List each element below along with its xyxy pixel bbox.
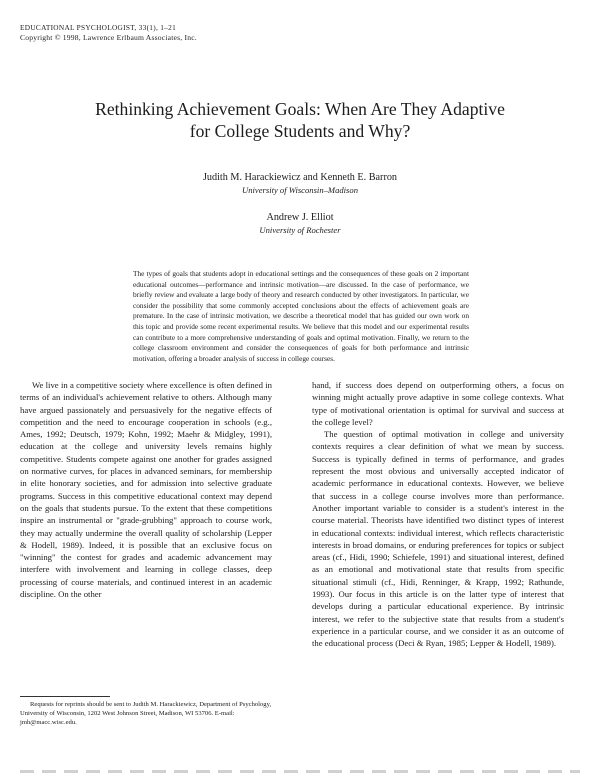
body-paragraph: hand, if success does depend on outperforming others, a focus on winning might actually prove adaptive in some college contexts. What type of motivational orientation is optimal for survival and success at the college level?: [312, 380, 564, 427]
author-affiliation: University of Rochester: [259, 225, 341, 235]
author-block-2: [0, 211, 600, 237]
scan-edge-artifact: [20, 770, 580, 773]
author-affiliation: University of Wisconsin–Madison: [241, 185, 358, 195]
author-names: Andrew J. Elliot: [266, 212, 334, 223]
author-block-1: [0, 171, 600, 197]
running-header: [20, 23, 197, 42]
title-line-1: Rethinking Achievement Goals: When Are They Adaptive: [95, 99, 505, 119]
body-paragraph: We live in a competitive society where excellence is often defined in terms of an individual's achievement relative to others. Although many have argued passionately and persuasively for the negative effects of competition and the need to encourage cooperation in schools (e.g., Ames, 1992; Deutsch, 1979; Kohn, 1992; Maehr & Midgley, 1991), education at the college and university levels remains highly competitive. Students compete against one another for grades assigned on normative curves, for places in advanced seminars, for membership in elite honorary societies, and for admission into selective graduate programs. Success in this competitive educational context may depend on the goals that students pursue. To the extent that these competitions inspire an instrumental or "grade-grubbing" approach to course work, they may actually undermine the overall quality of scholarship (Lepper & Hodell, 1989). Indeed, it is possible that an exclusive focus on "winning" the contest for grades and academic advancement may interfere with involvement and learning in college classes, deep processing of course materials, and continued interest in an academic discipline. On the other: [20, 380, 272, 600]
body-column-left: [20, 379, 272, 691]
copyright-line: Copyright © 1998, Lawrence Erlbaum Associates, Inc.: [20, 32, 197, 42]
article-title: [0, 98, 600, 142]
footnote: Requests for reprints should be sent to Judith M. Harackiewicz, Department of Psychology, University of Wisconsin, 1202 West Johnson Street, Madison, WI 53706. E-mail: jmh@macc.wisc.edu.: [20, 701, 272, 727]
title-line-2: for College Students and Why?: [189, 121, 411, 141]
abstract: The types of goals that students adopt in educational settings and the consequences of these goals on 2 important educational outcomes—performance and intrinsic motivation—are discussed. In the case of performance, we briefly review and evaluate a large body of theory and research conducted by other investigators. In particular, we consider the possibility that some commonly accepted conclusions about the effects of achievement goals are premature. In the case of intrinsic motivation, we describe a theoretical model that has guided our own work on this topic and provide some recent experimental results. We believe that this model and our experimental results can contribute to a more comprehensive understanding of goals and optimal motivation. Finally, we return to the college classroom environment and consider the consequences of goals for both performance and intrinsic motivation, offering a broader analysis of success in college courses.: [133, 269, 469, 363]
body-column-right: [312, 379, 564, 709]
footnote-divider: [20, 696, 110, 697]
author-names: Judith M. Harackiewicz and Kenneth E. Barron: [202, 172, 398, 183]
body-paragraph: The question of optimal motivation in college and university contexts requires a clear definition of what we mean by success. Success is typically defined in terms of performance, and grades represent the most obvious and universally accepted indicator of academic performance in educational contexts. However, we believe that success in a college course involves more than performance. Another important variable to consider is a student's interest in the course material. Theorists have identified two distinct types of interest in educational contexts: individual interest, which reflects characteristic interests in broad domains, or enduring preferences for topics or subject areas (cf., Hidi, 1990; Schiefele, 1991) and situational interest, defined as an emotional and motivational state that results from specific situational stimuli (cf., Hidi, Renninger, & Krapp, 1992; Rathunde, 1993). Our focus in this article is on the latter type of interest that develops during a particular educational experience. By intrinsic interest, we refer to the subjective state that results from a student's experience in a particular course, and we consider it as an outcome of the educational process (Deci & Ryan, 1985; Lepper & Hodell, 1989).: [312, 429, 564, 649]
journal-citation: EDUCATIONAL PSYCHOLOGIST, 33(1), 1–21: [20, 23, 177, 32]
